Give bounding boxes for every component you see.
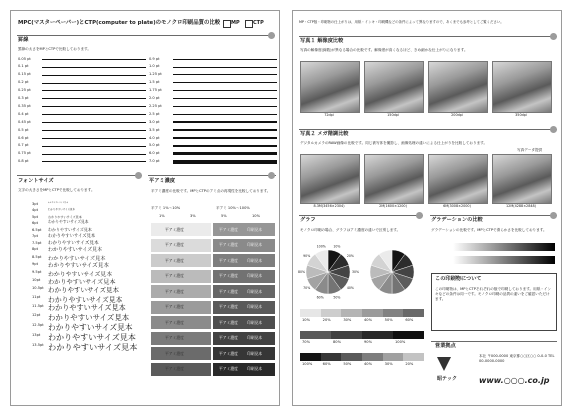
bar-label: 10% [302, 318, 310, 322]
pie-label: 20% [346, 254, 354, 259]
sample-photo [364, 154, 424, 204]
tint-cell-text: 平アミ濃度 [219, 242, 238, 247]
screen-tint-row [151, 301, 275, 314]
tint-cell-text: 平アミ濃度 [165, 257, 184, 263]
bar-segment [321, 309, 342, 317]
pie-label: 70% [303, 285, 311, 290]
gradation-heading: グラデーションの比較 [431, 217, 483, 223]
screen-col-header: 5% [221, 214, 227, 218]
photo1-heading: 写真１ 解像度比較 [300, 38, 344, 44]
line-weight-label: 0.9 pt [149, 56, 160, 61]
tint-cell-text: 平アミ濃度 [219, 288, 238, 294]
font-size-label: 10pt [32, 277, 41, 282]
tint-cell-text: 平アミ濃度 [165, 366, 184, 371]
line-weight-label: 0.25 pt [18, 88, 31, 93]
line-sample-row [149, 158, 277, 166]
bar-label: 20% [405, 362, 414, 366]
font-size-label: 8pt [32, 247, 38, 252]
line-weight-label: 2.0 pt [149, 96, 160, 100]
photo-fill [365, 62, 423, 112]
photo2-note: 写真データ提供 [517, 148, 543, 152]
screen-tint-row [151, 254, 275, 267]
tint-cell-text: 印刷見本 [247, 366, 263, 371]
section-dot-icon [550, 126, 557, 133]
font-size-label: 10.5pt [32, 286, 44, 291]
sales-heading: 営業拠点 [435, 343, 456, 349]
font-size-label: 12pt [32, 313, 41, 318]
screen-tint-row [151, 363, 275, 376]
line-sample-row [149, 102, 277, 110]
legend-mp: MP [231, 20, 240, 26]
screen-intro: 平アミ濃度の比較です。MPとCTPのアミ点の再現性を比較しております。 [151, 189, 271, 193]
photo2-heading: 写真２ メガ階調比較 [300, 131, 349, 137]
line-sample-row [149, 150, 277, 158]
tint-cell-text: 平アミ濃度 [165, 335, 184, 340]
line-samples-left [18, 55, 146, 167]
tint-cell-light [151, 285, 211, 298]
section-dot-icon [550, 212, 557, 219]
font-size-label: 13pt [32, 332, 41, 337]
tint-cell-dark [213, 347, 275, 360]
bar-label: 50% [343, 362, 352, 366]
bar-segment [300, 331, 331, 339]
line-sample-row [18, 79, 146, 87]
line-weight-label: 7.0 pt [149, 159, 160, 164]
font-sample-text: わかりやすいサイズ見本 [48, 322, 133, 332]
tint-cell-text: 平アミ濃度 [165, 226, 184, 232]
line-sample-row [149, 118, 277, 126]
address: 本社 〒000-0000 東京都○○区○○ 0-0-0 TEL 00-0000-0000 [479, 354, 555, 363]
photo2-row [300, 154, 558, 212]
photo-caption: 200dpi [451, 113, 463, 117]
left-page [10, 10, 280, 406]
font-size-label: 7.5pt [32, 240, 42, 245]
font-sample-text: わかりやすいサイズ見本 [48, 247, 103, 254]
bar-label: 70% [302, 340, 310, 344]
bar-charts [300, 309, 424, 389]
right-page [292, 10, 562, 406]
font-sample-text: わかりやすいサイズ見本 [48, 202, 69, 204]
company-name: 昭テック [437, 376, 458, 382]
bar-segment [362, 331, 393, 339]
line-sample-row [149, 126, 277, 134]
page-title: MPC(マスターペーパー)とCTP(computer to plate)のモノクロ印刷品質の比較 [18, 20, 221, 26]
pie-label: 60% [316, 295, 324, 300]
tint-cell-dark [213, 316, 275, 329]
line-sample-row [149, 71, 277, 79]
pie-label: 10% [333, 244, 341, 249]
line-sample-row [149, 142, 277, 150]
screen-label-2: 平アミ 10%〜100% [216, 206, 250, 210]
tint-cell-light [151, 239, 211, 252]
photo-caption: 2M(1600×1200) [379, 204, 407, 208]
line-sample-row [18, 126, 146, 134]
bar-segment [362, 353, 383, 361]
line-sample [173, 129, 277, 131]
line-weight-label: 0.5 pt [18, 127, 29, 132]
tint-cell-text: 平アミ濃度 [219, 366, 238, 371]
screen-col-header: 1% [159, 214, 165, 218]
font-size-label: 11pt [32, 295, 41, 299]
font-size-label: 4pt [32, 208, 38, 213]
bar-segment [403, 309, 424, 317]
tint-cell-dark [213, 239, 275, 252]
font-intro: 文字の大きさをMPとCTPで比較しております。 [18, 188, 95, 192]
font-size-label: 11.5pt [32, 304, 44, 309]
bar-label: 90% [364, 340, 372, 344]
tint-cell-text: 印刷見本 [247, 319, 263, 325]
line-weight-label: 1.5 pt [149, 80, 160, 85]
font-size-label: 9.5pt [32, 269, 42, 274]
screen-tint-row [151, 316, 275, 329]
font-size-label: 6pt [32, 221, 38, 226]
section-dot-icon [135, 172, 142, 179]
line-weight-label: 0.4 pt [18, 111, 29, 116]
bar-label: 50% [384, 318, 393, 322]
line-sample-row [149, 63, 277, 71]
bar-segment [341, 309, 362, 317]
tint-cell-dark [213, 270, 275, 283]
lines-intro: 罫線の太さをMPとCTPで比較しております。 [18, 47, 91, 51]
line-weight-label: 0.05 pt [18, 56, 31, 61]
tint-cell-text: 平アミ濃度 [219, 226, 238, 232]
photo-caption: 6M(3008×2000) [443, 204, 471, 208]
tint-cell-text: 印刷見本 [247, 304, 263, 309]
line-weight-label: 0.45 pt [18, 119, 31, 124]
line-weight-label: 0.7 pt [18, 143, 29, 148]
bar-segment [321, 353, 342, 361]
pie-label: 30% [352, 270, 360, 274]
tint-cell-text: 平アミ濃度 [165, 242, 184, 247]
font-sample-text: わかりやすいサイズ見本 [48, 234, 96, 239]
screen-col-header: 10% [252, 214, 260, 218]
line-weight-label: 6.0 pt [149, 151, 160, 156]
font-sample-text: わかりやすいサイズ見本 [48, 226, 92, 232]
sample-photo [428, 154, 488, 204]
tint-cell-light [151, 223, 211, 236]
photo-fill [429, 62, 487, 112]
line-sample [173, 106, 277, 107]
font-size-label: 13.5pt [32, 343, 44, 348]
sample-photo [300, 61, 360, 113]
screen-heading: 平アミ濃度 [149, 178, 175, 184]
sample-photo [492, 61, 552, 113]
pie-label: 90% [303, 254, 311, 259]
line-sample-row [18, 95, 146, 103]
screen-tint-row [151, 223, 275, 236]
screen-tint-table [151, 215, 275, 379]
sample-photo [492, 154, 552, 204]
line-sample [173, 121, 277, 123]
bar-segment [300, 353, 321, 361]
line-weight-label: 2.5 pt [149, 111, 160, 116]
pie-label: 40% [346, 285, 354, 290]
graph-intro: モノクロ印刷の場合、グラフはアミ濃度の違いで区別します。 [300, 228, 401, 232]
tint-cell-light [151, 301, 211, 314]
about-text: この印刷物は、MPとCTPそれぞれの版で印刷しております。用紙・インキなどの条件は同一です。モノクロ印刷の品質の違いをご確認いただけます。 [435, 287, 552, 301]
screen-col-headers [151, 215, 275, 221]
font-size-label: 12.5pt [32, 322, 44, 327]
pie-charts [300, 239, 424, 301]
about-heading: この印刷物について [435, 276, 482, 282]
tint-cell-text: 印刷見本 [247, 226, 263, 232]
line-sample-row [149, 110, 277, 118]
line-sample [173, 82, 277, 83]
tint-cell-light [151, 363, 211, 376]
screen-tint-row [151, 285, 275, 298]
tint-cell-text: 印刷見本 [247, 242, 263, 247]
graph-heading: グラフ [300, 217, 316, 223]
tint-cell-text: 平アミ濃度 [219, 257, 238, 263]
screen-col-header: 3% [190, 214, 196, 218]
line-sample [173, 137, 277, 139]
tint-cell-dark [213, 332, 275, 345]
line-sample-row [18, 158, 146, 166]
line-weight-label: 0.8 pt [18, 159, 29, 164]
tint-cell-text: 印刷見本 [247, 257, 263, 263]
tint-cell-text: 平アミ濃度 [165, 304, 184, 309]
bar-label: 30% [384, 362, 393, 366]
tint-cell-text: 平アミ濃度 [219, 273, 238, 278]
tint-cell-text: 平アミ濃度 [219, 319, 238, 325]
line-weight-label: 0.1 pt [18, 64, 29, 69]
tint-cell-text: 印刷見本 [247, 350, 263, 356]
section-dot-icon [268, 172, 275, 179]
tint-cell-dark [213, 301, 275, 314]
section-divider [299, 129, 557, 130]
font-sample-text: わかりやすいサイズ見本 [48, 271, 113, 278]
sample-photo [428, 61, 488, 113]
line-sample-row [18, 102, 146, 110]
tint-cell-dark [213, 285, 275, 298]
tint-cell-light [151, 254, 211, 267]
photo-fill [493, 62, 551, 112]
font-size-label: 9pt [32, 262, 38, 267]
line-sample-row [149, 134, 277, 142]
bar-label: 40% [364, 362, 372, 366]
gradation-bar-1 [453, 243, 555, 251]
line-sample-row [149, 87, 277, 95]
tint-cell-text: 平アミ濃度 [219, 335, 238, 340]
tint-cell-text: 平アミ濃度 [165, 319, 184, 325]
screen-tint-row [151, 270, 275, 283]
photo2-intro: デジタルカメラのRAW画像の比較です。同じ被写体を撮影し、画像処理の違いによる仕上がりを比較しております。 [300, 141, 488, 145]
bar-label: 40% [364, 318, 372, 322]
gradation-intro: グラデーションの比較です。MPとCTPで滑らかさを比較しております。 [431, 228, 547, 232]
tint-cell-text: 平アミ濃度 [165, 350, 184, 356]
tint-cell-text: 印刷見本 [247, 335, 263, 340]
sample-photo [300, 154, 360, 204]
font-sample-text: わかりやすいサイズ見本 [48, 208, 75, 212]
photo-fill [429, 155, 487, 203]
font-sample-text: わかりやすいサイズ見本 [48, 296, 123, 304]
bar-segment [383, 353, 404, 361]
photo-fill [365, 155, 423, 203]
bar-label: 100% [395, 340, 406, 344]
bar-segment [403, 353, 424, 361]
bar-segment [393, 331, 424, 339]
font-sample-text: わかりやすいサイズ見本 [48, 278, 116, 286]
tint-cell-light [151, 347, 211, 360]
bar-segment [331, 331, 362, 339]
section-divider [148, 175, 276, 176]
bar-label: 100% [302, 362, 313, 366]
line-weight-label: 1.75 pt [149, 88, 162, 93]
section-dot-icon [416, 212, 423, 219]
photo-caption: 72dpi [324, 113, 334, 117]
line-sample [173, 145, 277, 148]
photo-fill [493, 155, 551, 203]
bar-segment [300, 309, 321, 317]
bar-label: 60% [405, 318, 414, 322]
line-sample-row [18, 110, 146, 118]
bar-label: 20% [322, 318, 331, 322]
tint-cell-text: 平アミ濃度 [165, 273, 184, 278]
line-weight-label: 0.2 pt [18, 80, 29, 85]
photo1-row [300, 61, 558, 121]
bar-label: 30% [343, 318, 352, 322]
screen-tint-row [151, 347, 275, 360]
line-weight-label: 0.75 pt [18, 151, 31, 156]
section-divider [299, 36, 557, 37]
line-weight-label: 3.0 pt [149, 119, 160, 124]
font-size-label: 3pt [32, 202, 38, 206]
font-sample-text: わかりやすいサイズ見本 [48, 220, 89, 225]
line-weight-label: 0.6 pt [18, 135, 29, 140]
line-weight-label: 3.5 pt [149, 127, 160, 132]
tint-cell-dark [213, 223, 275, 236]
section-divider [430, 215, 557, 216]
font-size-label: 6.5pt [32, 227, 42, 232]
photo-fill [301, 62, 359, 112]
line-weight-label: 0.35 pt [18, 103, 31, 108]
tint-cell-text: 印刷見本 [247, 288, 263, 294]
line-sample [173, 74, 277, 75]
line-sample-row [18, 150, 146, 158]
line-sample-row [149, 95, 277, 103]
tint-cell-dark [213, 254, 275, 267]
sample-photo [364, 61, 424, 113]
font-size-samples [32, 201, 142, 401]
tint-cell-text: 平アミ濃度 [165, 288, 184, 294]
font-size-label: 5pt [32, 214, 38, 219]
line-sample-row [18, 71, 146, 79]
line-sample-row [18, 118, 146, 126]
line-sample-row [149, 79, 277, 87]
line-sample [173, 152, 277, 155]
screen-tint-row [151, 239, 275, 252]
lines-heading: 罫線 [18, 37, 29, 43]
line-sample-row [18, 55, 146, 63]
font-sample-text: わかりやすいサイズ見本 [48, 342, 138, 353]
font-sample-text: わかりやすいサイズ見本 [48, 214, 82, 219]
bar-label: 80% [333, 340, 341, 344]
photo1-intro: 写真の解像度(線数)が異なる場合の比較です。解像度が高くなるほど、きめ細かな仕上がりになります。 [300, 48, 468, 52]
line-weight-label: 4.0 pt [149, 135, 160, 140]
legend-ctp: CTP [253, 20, 264, 26]
font-size-label: 7pt [32, 234, 38, 238]
tint-cell-light [151, 316, 211, 329]
line-sample-row [18, 87, 146, 95]
section-divider [17, 35, 275, 36]
company-url: www.○○○.co.jp [479, 376, 550, 385]
line-sample-row [18, 134, 146, 142]
line-sample [173, 98, 277, 99]
ctp-checkbox [245, 20, 253, 28]
pie-label: 50% [333, 295, 341, 300]
line-sample [173, 160, 277, 164]
line-weight-label: 0.15 pt [18, 72, 31, 77]
font-heading: フォントサイズ [18, 178, 54, 184]
font-sample-text: わかりやすいサイズ見本 [48, 255, 106, 262]
line-sample-row [18, 63, 146, 71]
section-divider [17, 175, 142, 176]
pie-label: 80% [298, 270, 306, 274]
line-sample [173, 67, 277, 68]
line-samples-right [149, 55, 275, 167]
screen-tint-row [151, 332, 275, 345]
photo-caption: 150dpi [387, 113, 399, 117]
line-sample-row [18, 142, 146, 150]
line-weight-label: 0.3 pt [18, 96, 29, 100]
font-sample-text: わかりやすいサイズ見本 [48, 263, 109, 270]
section-dot-icon [550, 33, 557, 40]
pie-label: 100% [316, 244, 326, 249]
tint-cell-dark [213, 363, 275, 376]
line-sample [173, 90, 277, 91]
line-sample [173, 114, 277, 115]
line-weight-label: 5.0 pt [149, 143, 160, 148]
tint-cell-light [151, 332, 211, 345]
font-size-label: 8.5pt [32, 254, 42, 259]
photo-caption: 8.3M(3456×2304) [313, 204, 345, 208]
font-sample-text: わかりやすいサイズ見本 [48, 303, 126, 313]
bar-segment [341, 353, 362, 361]
line-sample-row [149, 55, 277, 63]
tint-cell-text: 印刷見本 [247, 273, 263, 278]
section-divider [299, 215, 423, 216]
photo-fill [301, 155, 359, 203]
photo-caption: 12M(4288×2848) [506, 204, 536, 208]
bar-segment [383, 309, 404, 317]
screen-label-1: 平アミ 1%〜10% [151, 206, 181, 210]
tint-cell-light [151, 270, 211, 283]
bar-label: 60% [322, 362, 331, 366]
font-sample-text: わかりやすいサイズ見本 [48, 240, 99, 246]
font-sample-text: わかりやすいサイズ見本 [48, 313, 130, 323]
line-weight-label: 1.0 pt [149, 64, 160, 69]
bar-segment [362, 309, 383, 317]
line-weight-label: 1.25 pt [149, 72, 162, 77]
section-divider [431, 341, 557, 342]
company-logo-icon [437, 357, 451, 371]
tint-cell-text: 平アミ濃度 [219, 304, 238, 309]
photo-caption: 350dpi [515, 113, 527, 117]
font-sample-text: わかりやすいサイズ見本 [48, 332, 136, 342]
line-weight-label: 2.25 pt [149, 103, 162, 108]
header-note: MP・CTP版・印刷物の仕上がりは、用紙・インキ・印刷機などの条件によって異なりますので、あくまでも参考としてご覧ください。 [299, 20, 504, 24]
section-dot-icon [268, 32, 275, 39]
gradation-bar-2 [453, 256, 555, 264]
mp-checkbox [223, 20, 231, 28]
font-sample-text: わかりやすいサイズ見本 [48, 286, 119, 295]
tint-cell-text: 平アミ濃度 [219, 350, 238, 356]
